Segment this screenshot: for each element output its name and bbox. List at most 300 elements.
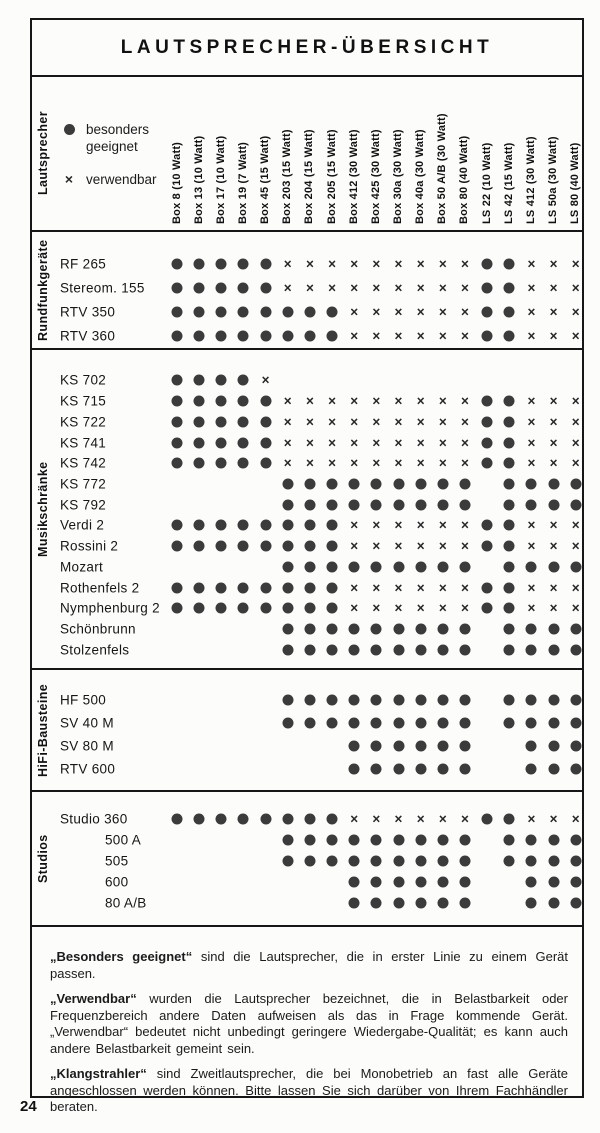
table-row bbox=[32, 688, 582, 711]
dot-mark-icon bbox=[282, 307, 293, 318]
cross-mark-icon: × bbox=[438, 393, 447, 409]
cross-mark-icon: × bbox=[438, 256, 447, 272]
dot-mark-icon bbox=[194, 582, 205, 593]
cross-mark-icon: × bbox=[460, 304, 469, 320]
table-row bbox=[32, 711, 582, 734]
cross-mark-icon: × bbox=[438, 304, 447, 320]
dot-mark-icon bbox=[437, 478, 448, 489]
dot-mark-icon bbox=[282, 717, 293, 728]
cross-mark-icon: × bbox=[328, 280, 336, 296]
dot-mark-icon bbox=[304, 499, 315, 510]
row-label: KS 702 bbox=[60, 372, 107, 388]
dot-mark-icon bbox=[260, 259, 271, 270]
dot-mark-icon bbox=[327, 307, 338, 318]
section-rows bbox=[32, 252, 582, 348]
dot-mark-icon bbox=[216, 331, 227, 342]
dot-mark-icon bbox=[172, 520, 183, 531]
row-label: KS 741 bbox=[60, 435, 107, 451]
dot-mark-icon bbox=[504, 259, 515, 270]
cross-mark-icon: × bbox=[460, 538, 469, 554]
cross-mark-icon: × bbox=[527, 393, 536, 409]
dot-mark-icon bbox=[194, 307, 205, 318]
dot-mark-icon bbox=[482, 520, 493, 531]
cross-mark-icon: × bbox=[394, 434, 403, 450]
cross-mark-icon: × bbox=[328, 414, 336, 430]
dot-mark-icon bbox=[371, 694, 382, 705]
cross-mark-icon: × bbox=[394, 304, 403, 320]
cross-mark-icon: × bbox=[64, 171, 74, 187]
cross-mark-icon: × bbox=[527, 256, 536, 272]
cross-mark-icon: × bbox=[460, 810, 469, 826]
dot-mark-icon bbox=[504, 520, 515, 531]
row-label: Stereom. 155 bbox=[60, 280, 145, 296]
dot-mark-icon bbox=[570, 478, 581, 489]
table-row bbox=[32, 515, 582, 536]
dot-mark-icon bbox=[415, 897, 426, 908]
cross-mark-icon: × bbox=[549, 579, 558, 595]
table-row bbox=[32, 300, 582, 324]
dot-mark-icon bbox=[327, 834, 338, 845]
dot-mark-icon bbox=[349, 499, 360, 510]
dot-mark-icon bbox=[437, 499, 448, 510]
cross-mark-icon: × bbox=[416, 538, 425, 554]
dot-mark-icon bbox=[526, 855, 537, 866]
dot-mark-icon bbox=[238, 603, 249, 614]
cross-mark-icon: × bbox=[372, 455, 381, 471]
cross-mark-icon: × bbox=[328, 455, 336, 471]
dot-mark-icon bbox=[437, 717, 448, 728]
dot-mark-icon bbox=[238, 331, 249, 342]
dot-mark-icon bbox=[526, 499, 537, 510]
row-label: Nymphenburg 2 bbox=[60, 600, 160, 616]
dot-mark-icon bbox=[327, 813, 338, 824]
cross-mark-icon: × bbox=[571, 328, 580, 344]
cross-mark-icon: × bbox=[527, 538, 536, 554]
dot-mark-icon bbox=[260, 582, 271, 593]
dot-mark-icon bbox=[349, 694, 360, 705]
dot-mark-icon bbox=[172, 331, 183, 342]
cross-mark-icon: × bbox=[527, 304, 536, 320]
cross-mark-icon: × bbox=[283, 434, 292, 450]
legend-label: verwendbar bbox=[86, 172, 157, 187]
dot-mark-icon bbox=[172, 541, 183, 552]
row-label: Stolzenfels bbox=[60, 642, 130, 658]
dot-mark-icon bbox=[482, 582, 493, 593]
cross-mark-icon: × bbox=[350, 393, 359, 409]
dot-mark-icon bbox=[260, 396, 271, 407]
table-row bbox=[32, 391, 582, 412]
cross-mark-icon: × bbox=[416, 810, 425, 826]
dot-mark-icon bbox=[327, 478, 338, 489]
dot-mark-icon bbox=[393, 694, 404, 705]
dot-mark-icon bbox=[526, 561, 537, 572]
dot-mark-icon bbox=[349, 561, 360, 572]
dot-mark-icon bbox=[415, 499, 426, 510]
dot-mark-icon bbox=[482, 813, 493, 824]
cross-mark-icon: × bbox=[438, 517, 447, 533]
cross-mark-icon: × bbox=[372, 579, 381, 595]
dot-mark-icon bbox=[371, 876, 382, 887]
row-label: Verdi 2 bbox=[60, 517, 105, 533]
cross-mark-icon: × bbox=[305, 455, 314, 471]
dot-mark-icon bbox=[548, 876, 559, 887]
dot-mark-icon bbox=[216, 520, 227, 531]
dot-mark-icon bbox=[459, 897, 470, 908]
row-label: KS 792 bbox=[60, 497, 107, 513]
dot-mark-icon bbox=[260, 603, 271, 614]
cross-mark-icon: × bbox=[283, 414, 292, 430]
cross-mark-icon: × bbox=[350, 434, 359, 450]
cross-mark-icon: × bbox=[438, 434, 447, 450]
dot-mark-icon bbox=[216, 283, 227, 294]
row-label: RTV 350 bbox=[60, 304, 116, 320]
note-klangstrahler: „Klangstrahler“ sind Zweitlautsprecher, die bei Monobetrieb an fast alle Geräte angeschlossen werden können. Bitte lassen Sie sich darüber von Ihrem Fachhändler beraten. bbox=[50, 1066, 568, 1114]
table-section bbox=[32, 232, 582, 350]
dot-mark-icon bbox=[526, 644, 537, 655]
dot-mark-icon bbox=[548, 561, 559, 572]
dot-mark-icon bbox=[459, 834, 470, 845]
dot-mark-icon bbox=[371, 763, 382, 774]
dot-mark-icon bbox=[437, 644, 448, 655]
dot-mark-icon bbox=[304, 813, 315, 824]
column-header: LS 80 (40 Watt) bbox=[569, 142, 582, 224]
cross-mark-icon: × bbox=[372, 600, 381, 616]
dot-mark-icon bbox=[504, 603, 515, 614]
dot-mark-icon bbox=[260, 813, 271, 824]
dot-mark-icon bbox=[570, 499, 581, 510]
dot-mark-icon bbox=[194, 603, 205, 614]
dot-mark-icon bbox=[526, 623, 537, 634]
cross-mark-icon: × bbox=[549, 600, 558, 616]
dot-mark-icon bbox=[282, 813, 293, 824]
dot-mark-icon bbox=[327, 623, 338, 634]
dot-mark-icon bbox=[349, 876, 360, 887]
table-row bbox=[32, 619, 582, 640]
dot-mark-icon bbox=[238, 283, 249, 294]
cross-mark-icon: × bbox=[438, 600, 447, 616]
dot-mark-icon bbox=[282, 561, 293, 572]
dot-mark-icon bbox=[393, 763, 404, 774]
row-label: 80 A/B bbox=[105, 895, 147, 910]
dot-mark-icon bbox=[415, 644, 426, 655]
dot-mark-icon bbox=[371, 644, 382, 655]
dot-mark-icon bbox=[172, 375, 183, 386]
cross-mark-icon: × bbox=[261, 372, 270, 388]
table-section bbox=[32, 792, 582, 927]
cross-mark-icon: × bbox=[394, 517, 403, 533]
dot-mark-icon bbox=[504, 644, 515, 655]
dot-mark-icon bbox=[437, 561, 448, 572]
dot-mark-icon bbox=[216, 813, 227, 824]
dot-mark-icon bbox=[304, 644, 315, 655]
legend-item-usable bbox=[62, 171, 174, 188]
table-row bbox=[32, 474, 582, 495]
cross-mark-icon: × bbox=[372, 280, 381, 296]
cross-mark-icon: × bbox=[438, 328, 447, 344]
dot-mark-icon bbox=[415, 876, 426, 887]
row-label: Rothenfels 2 bbox=[60, 580, 140, 596]
dot-mark-icon bbox=[172, 458, 183, 469]
dot-mark-icon bbox=[437, 623, 448, 634]
dot-mark-icon bbox=[282, 331, 293, 342]
cross-mark-icon: × bbox=[549, 810, 558, 826]
dot-mark-icon bbox=[349, 623, 360, 634]
dot-mark-icon bbox=[504, 458, 515, 469]
dot-mark-icon bbox=[459, 499, 470, 510]
row-label: SV 40 M bbox=[60, 715, 114, 730]
dot-mark-icon bbox=[216, 307, 227, 318]
dot-mark-icon bbox=[260, 458, 271, 469]
dot-mark-icon bbox=[194, 520, 205, 531]
dot-mark-icon bbox=[327, 561, 338, 572]
dot-mark-icon bbox=[216, 259, 227, 270]
dot-mark-icon bbox=[282, 834, 293, 845]
dot-mark-icon bbox=[504, 855, 515, 866]
cross-mark-icon: × bbox=[438, 538, 447, 554]
table-row bbox=[32, 276, 582, 300]
dot-mark-icon bbox=[415, 834, 426, 845]
dot-mark-icon bbox=[260, 520, 271, 531]
cross-mark-icon: × bbox=[350, 414, 359, 430]
dot-mark-icon bbox=[282, 644, 293, 655]
dot-mark-icon bbox=[194, 259, 205, 270]
header-row bbox=[32, 77, 582, 232]
cross-mark-icon: × bbox=[571, 538, 580, 554]
cross-mark-icon: × bbox=[460, 517, 469, 533]
dot-mark-icon bbox=[194, 331, 205, 342]
dot-mark-icon bbox=[526, 834, 537, 845]
cross-mark-icon: × bbox=[460, 328, 469, 344]
speaker-overview-table bbox=[30, 18, 584, 1114]
dot-mark-icon bbox=[304, 331, 315, 342]
dot-mark-icon bbox=[349, 855, 360, 866]
dot-mark-icon bbox=[437, 897, 448, 908]
dot-mark-icon bbox=[216, 437, 227, 448]
dot-mark-icon bbox=[172, 259, 183, 270]
cross-mark-icon: × bbox=[438, 414, 447, 430]
table-row bbox=[32, 734, 582, 757]
dot-mark-icon bbox=[216, 375, 227, 386]
cross-mark-icon: × bbox=[549, 455, 558, 471]
dot-mark-icon bbox=[504, 813, 515, 824]
dot-mark-icon bbox=[504, 541, 515, 552]
dot-mark-icon bbox=[459, 478, 470, 489]
row-label: SV 80 M bbox=[60, 738, 114, 753]
dot-mark-icon bbox=[304, 694, 315, 705]
dot-mark-icon bbox=[504, 396, 515, 407]
dot-mark-icon bbox=[172, 416, 183, 427]
cross-mark-icon: × bbox=[549, 414, 558, 430]
dot-mark-icon bbox=[548, 855, 559, 866]
cross-mark-icon: × bbox=[328, 256, 336, 272]
footer-notes bbox=[32, 927, 582, 1116]
column-header: Box 204 (15 Watt) bbox=[303, 129, 316, 224]
column-header: LS 412 (30 Watt) bbox=[524, 136, 537, 224]
cross-mark-icon: × bbox=[372, 304, 381, 320]
dot-mark-icon bbox=[570, 763, 581, 774]
cross-mark-icon: × bbox=[416, 414, 425, 430]
column-header: Box 425 (30 Watt) bbox=[369, 129, 382, 224]
column-header: Box 17 (10 Watt) bbox=[214, 135, 227, 224]
cross-mark-icon: × bbox=[394, 328, 403, 344]
dot-mark-icon bbox=[371, 717, 382, 728]
page-title: LAUTSPRECHER-ÜBERSICHT bbox=[32, 20, 582, 77]
dot-mark-icon bbox=[327, 541, 338, 552]
cross-mark-icon: × bbox=[372, 810, 381, 826]
row-label: Mozart bbox=[60, 559, 104, 575]
column-header: Box 40a (30 Watt) bbox=[414, 129, 427, 224]
dot-mark-icon bbox=[548, 499, 559, 510]
note-besonders-geeignet: „Besonders geeignet“ sind die Lautsprecher, die in erster Linie zu einem Gerät passen. bbox=[50, 949, 568, 981]
cross-mark-icon: × bbox=[305, 393, 314, 409]
cross-mark-icon: × bbox=[350, 600, 359, 616]
column-header: Box 30a (30 Watt) bbox=[392, 129, 404, 224]
cross-mark-icon: × bbox=[460, 280, 469, 296]
cross-mark-icon: × bbox=[460, 579, 469, 595]
page-number: 24 bbox=[20, 1098, 37, 1115]
row-label: HF 500 bbox=[60, 692, 107, 707]
dot-mark-icon bbox=[415, 561, 426, 572]
row-label: KS 772 bbox=[60, 476, 107, 492]
cross-mark-icon: × bbox=[394, 538, 403, 554]
dot-mark-icon bbox=[393, 876, 404, 887]
dot-mark-icon bbox=[526, 694, 537, 705]
dot-mark-icon bbox=[282, 520, 293, 531]
dot-mark-icon bbox=[282, 541, 293, 552]
table-row bbox=[32, 577, 582, 598]
cross-mark-icon: × bbox=[394, 256, 403, 272]
dot-mark-icon bbox=[548, 834, 559, 845]
legend-label: besonders geeignet bbox=[86, 122, 150, 154]
dot-mark-icon bbox=[371, 478, 382, 489]
dot-mark-icon bbox=[327, 694, 338, 705]
dot-mark-icon bbox=[393, 834, 404, 845]
table-section bbox=[32, 670, 582, 792]
cross-mark-icon: × bbox=[328, 434, 336, 450]
dot-mark-icon bbox=[504, 834, 515, 845]
dot-mark-icon bbox=[482, 541, 493, 552]
dot-mark-icon bbox=[260, 416, 271, 427]
table-row bbox=[32, 432, 582, 453]
dot-mark-icon bbox=[393, 478, 404, 489]
dot-mark-icon bbox=[459, 623, 470, 634]
column-header: Box 13 (10 Watt) bbox=[192, 135, 205, 224]
row-label: 600 bbox=[105, 874, 129, 889]
cross-mark-icon: × bbox=[283, 280, 292, 296]
dot-mark-icon bbox=[304, 582, 315, 593]
legend bbox=[62, 121, 174, 204]
dot-mark-icon bbox=[459, 644, 470, 655]
cross-mark-icon: × bbox=[527, 328, 536, 344]
dot-mark-icon bbox=[194, 458, 205, 469]
cross-mark-icon: × bbox=[460, 414, 469, 430]
cross-mark-icon: × bbox=[394, 414, 403, 430]
table-row bbox=[32, 324, 582, 348]
table-row bbox=[32, 453, 582, 474]
column-header: Box 8 (10 Watt) bbox=[170, 141, 183, 224]
cross-mark-icon: × bbox=[571, 256, 580, 272]
dot-mark-icon bbox=[304, 623, 315, 634]
table-row bbox=[32, 536, 582, 557]
column-header: Box 203 (15 Watt) bbox=[281, 129, 294, 224]
cross-mark-icon: × bbox=[372, 256, 381, 272]
cross-mark-icon: × bbox=[350, 280, 359, 296]
dot-mark-icon bbox=[194, 396, 205, 407]
cross-mark-icon: × bbox=[527, 517, 536, 533]
cross-mark-icon: × bbox=[350, 455, 359, 471]
cross-mark-icon: × bbox=[571, 304, 580, 320]
dot-mark-icon bbox=[393, 717, 404, 728]
dot-mark-icon bbox=[548, 897, 559, 908]
dot-mark-icon bbox=[504, 331, 515, 342]
cross-mark-icon: × bbox=[549, 280, 558, 296]
cross-mark-icon: × bbox=[571, 414, 580, 430]
dot-mark-icon bbox=[304, 855, 315, 866]
dot-mark-icon bbox=[260, 437, 271, 448]
dot-mark-icon bbox=[437, 855, 448, 866]
cross-mark-icon: × bbox=[372, 434, 381, 450]
sidebar-label: Musikschränke bbox=[36, 461, 50, 557]
cross-mark-icon: × bbox=[305, 256, 314, 272]
cross-mark-icon: × bbox=[549, 517, 558, 533]
dot-mark-icon bbox=[459, 561, 470, 572]
dot-mark-icon bbox=[548, 644, 559, 655]
cross-mark-icon: × bbox=[549, 256, 558, 272]
dot-mark-icon bbox=[459, 694, 470, 705]
row-label: 505 bbox=[105, 853, 129, 868]
dot-mark-icon bbox=[304, 520, 315, 531]
cross-mark-icon: × bbox=[438, 810, 447, 826]
dot-mark-icon bbox=[526, 740, 537, 751]
dot-mark-icon bbox=[349, 834, 360, 845]
row-label: Schönbrunn bbox=[60, 621, 136, 637]
table-row bbox=[32, 598, 582, 619]
dot-mark-icon bbox=[304, 834, 315, 845]
column-header: Box 80 (40 Watt) bbox=[458, 135, 471, 224]
dot-mark-icon bbox=[482, 331, 493, 342]
dot-mark-icon bbox=[194, 375, 205, 386]
dot-mark-icon bbox=[260, 331, 271, 342]
dot-mark-icon bbox=[194, 813, 205, 824]
column-header: Box 205 (15 Watt) bbox=[325, 129, 338, 224]
table-row bbox=[32, 556, 582, 577]
cross-mark-icon: × bbox=[416, 517, 425, 533]
dot-mark-icon bbox=[504, 694, 515, 705]
cross-mark-icon: × bbox=[416, 455, 425, 471]
dot-mark-icon bbox=[238, 458, 249, 469]
dot-mark-icon bbox=[260, 283, 271, 294]
dot-mark-icon bbox=[172, 813, 183, 824]
dot-mark-icon bbox=[238, 541, 249, 552]
cross-mark-icon: × bbox=[438, 579, 447, 595]
dot-mark-icon bbox=[415, 763, 426, 774]
dot-mark-icon bbox=[371, 499, 382, 510]
dot-mark-icon bbox=[304, 478, 315, 489]
cross-mark-icon: × bbox=[305, 414, 314, 430]
cross-mark-icon: × bbox=[527, 579, 536, 595]
sidebar-label-lautsprecher: Lautsprecher bbox=[36, 111, 50, 196]
cross-mark-icon: × bbox=[372, 328, 381, 344]
dot-mark-icon bbox=[238, 375, 249, 386]
dot-mark-icon bbox=[194, 283, 205, 294]
sidebar-label: Studios bbox=[36, 834, 50, 883]
table-row bbox=[32, 370, 582, 391]
row-label: KS 722 bbox=[60, 414, 107, 430]
dot-mark-icon bbox=[504, 561, 515, 572]
cross-mark-icon: × bbox=[394, 393, 403, 409]
dot-mark-icon bbox=[260, 307, 271, 318]
dot-mark-icon bbox=[238, 307, 249, 318]
